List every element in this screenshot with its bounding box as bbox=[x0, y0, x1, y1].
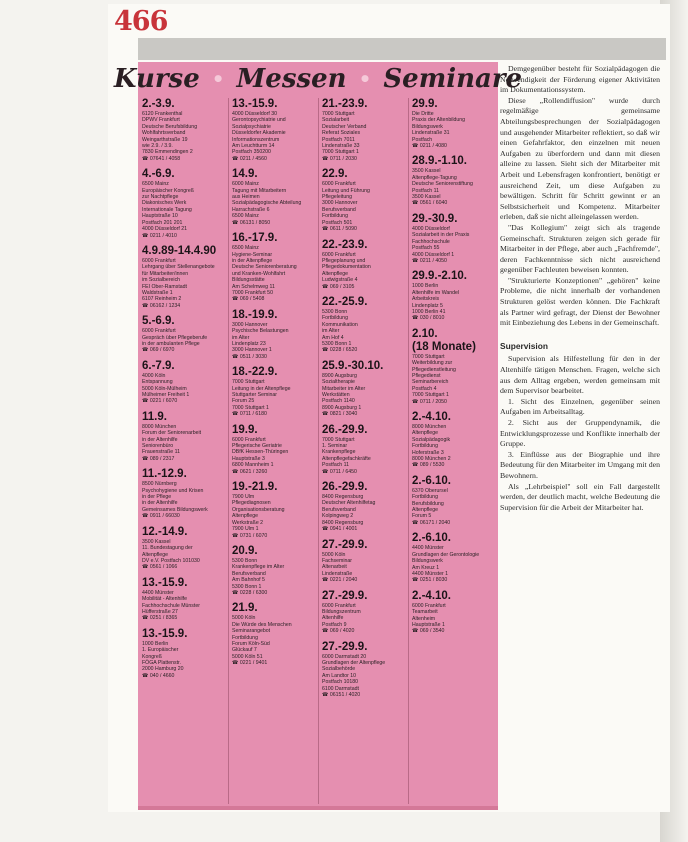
event-details: 5300 Bonn Fortbildung Kommunikation im Alter Am Hof 4 5300 Bonn 1 ☎ 0228 / 6520 bbox=[322, 308, 358, 354]
event-date: 21.9. bbox=[232, 602, 258, 615]
event-column-1 bbox=[142, 98, 224, 804]
event-entry bbox=[142, 411, 224, 462]
event-details: 8000 München Altenpflege Sozialpädagogik Fortbildung Hoferstraße 3 8000 München 2 ☎ 089 / 5530 bbox=[412, 424, 451, 469]
event-details: Die Dritte Praxis der Altenbildung Bildungswerk Lindenstraße 31 Postfach ☎ 0211 / 4080 bbox=[412, 111, 466, 150]
event-entry bbox=[322, 168, 404, 232]
event-details: 7900 Ulm Pflegediagnosen Organisationsberatung Altenpflege Werkstraße 2 7900 Ulm 1 ☎ 0731 / 6070 bbox=[232, 494, 285, 539]
event-details: 4400 Münster Mobilität - Altenhilfe Fachhochschule Münster Hüfferstraße 27 ☎ 0251 / 8365 bbox=[142, 589, 200, 622]
event-entry bbox=[232, 545, 314, 596]
event-details: 8900 Augsburg Sozialtherapie Mitarbeiter im Alter Werkstätten Postfach 1140 8900 Augsburg 1 ☎ 0821 / 3040 bbox=[322, 372, 366, 418]
event-entry bbox=[322, 641, 404, 699]
event-date: 14.9. bbox=[232, 168, 258, 181]
event-details: 3500 Kassel Altenpflege-Tagung Deutsche Seniorenstiftung Postfach 11 3500 Kassel ☎ 0561 / 6040 bbox=[412, 168, 473, 207]
article-paragraph: "Das Kollegium" zeigt sich als tragende Gemeinschaft. Strukturen zeigen sich gerade für Mitarbeiter in der Pflege, aber auch „Fachfremde", deren Fachkenntnisse sich nicht ausreichend gegenüber Fachleuten beweisen konnten. bbox=[500, 222, 660, 275]
event-date: 2.-4.10. bbox=[412, 589, 451, 602]
event-details: 6000 Frankfurt Teamarbeit Altenheim Hauptstraße 1 ☎ 069 / 3540 bbox=[412, 602, 446, 635]
event-details: 4000 Köln Entspannung 5000 Köln-Mülheim Mülheimer Freiheit 1 ☎ 0221 / 6070 bbox=[142, 372, 190, 405]
event-date: 11.9. bbox=[142, 410, 167, 423]
event-details: 6000 Frankfurt Lehrgang über Stellenangebote für Mitarbeiter/innen im Sozialbereich FEI Ober-Ramstadt Waldstraße 1 6107 Reinheim 2 ☎ 06162 / 1234 bbox=[142, 257, 215, 309]
event-entry bbox=[322, 539, 404, 584]
event-details: 4000 Düsseldorf Sozialarbeit in der Praxis Fachhochschule Postfach 55 4000 Düsseldorf 1 ☎ 0211 / 4050 bbox=[412, 225, 470, 264]
event-entry bbox=[232, 366, 314, 417]
event-entry bbox=[142, 360, 224, 405]
event-date: 13.-15.9. bbox=[232, 98, 278, 110]
event-date: 13.-15.9. bbox=[142, 627, 188, 640]
article-paragraph: 1. Sicht des Einzelnen, gegenüber seinen Aufgaben im Arbeitsalltag. bbox=[500, 396, 660, 417]
article-paragraph: Diese „Rollendiffusion" wurde durch regelmäßige gemeinsame Abteilungsbesprechungen der Sozialpädagogen und ausgehender Mitarbeiter reflektiert, so daß wir einen Gefahrfaktor, den einzelnen mit neuen Aufgaben zu überfordern und dann mit diesen alleine zu lassen. Sieht sich der Mitarbeiter mit Arbeit und Lebensfragen konfrontiert, benötigt er ausreichend Zeit, um diese Aufgaben zu bewältigen. Schritt für Schritt gewinnt er an Selbstsicherheit und Kompetenz. Mitarbeiter erleben, daß sie nicht alleingelassen werden. bbox=[500, 95, 660, 222]
event-details: 5300 Bonn Krankenpflege im Alter Berufsverband Am Bahnhof 5 5300 Bonn 1 ☎ 0228 / 6300 bbox=[232, 557, 285, 596]
event-details: 4000 Düsseldorf 30 Gerontopsychiatrie und Sozialpsychiatrie Düsseldorfer Akademie Informationszentrum Am Leuchtturm 14 Postfach 350200 ☎ 0211 / 4560 bbox=[232, 111, 286, 162]
event-entry bbox=[142, 628, 224, 679]
event-entry bbox=[232, 424, 314, 475]
event-date: 2.10. (18 Monate) bbox=[412, 327, 476, 353]
event-entry bbox=[322, 424, 404, 475]
event-date: 19.9. bbox=[232, 423, 258, 436]
event-column-2 bbox=[228, 98, 314, 804]
event-entry bbox=[232, 232, 314, 303]
banner-word-seminare: Seminare bbox=[383, 64, 523, 94]
article-paragraph: Als „Lehrbeispiel" soll ein Fall dargestellt werden, der deutlich macht, welche Bedeutung die Supervision für die Arbeit der Mitarbeiter hat. bbox=[500, 481, 660, 512]
event-details: 6500 Mainz Europäischer Kongreß zur Nachtpflege Diakonisches Werk Internationale Tagung Hauptstraße 10 Postfach 201 201 4000 Düsseldorf 21 ☎ 0211 / 4010 bbox=[142, 181, 194, 239]
event-listing-columns bbox=[142, 98, 494, 804]
event-entry bbox=[412, 590, 494, 635]
event-date: 6.-7.9. bbox=[142, 359, 175, 372]
event-details: 3000 Hannover Psychische Belastungen im Alter Lindenplatz 23 3000 Hannover 1 ☎ 0511 / 3030 bbox=[232, 321, 289, 360]
banner-separator-dot: • bbox=[211, 67, 225, 91]
article-body-1 bbox=[500, 64, 660, 329]
event-details: 1000 Berlin Altenhilfe im Wandel Arbeitskreis Lindenplatz 5 1000 Berlin 41 ☎ 030 / 8010 bbox=[412, 283, 460, 322]
event-entry bbox=[232, 309, 314, 360]
event-date: 26.-29.9. bbox=[322, 423, 368, 436]
event-date: 2.-4.10. bbox=[412, 411, 451, 423]
article-paragraph: 3. Einflüsse aus der Biographie und ihre Bedeutung für den Mitarbeiter im Umgang mit den Bewohnern. bbox=[500, 449, 660, 480]
event-date: 27.-29.9. bbox=[322, 640, 368, 653]
event-entry bbox=[142, 468, 224, 519]
event-date: 4.-6.9. bbox=[142, 168, 175, 181]
event-entry bbox=[142, 245, 224, 309]
event-date: 4.9.89-14.4.90 bbox=[142, 244, 217, 257]
event-details: 7000 Stuttgart 1. Seminar Krankenpflege Altenpflegefachkräfte Postfach 11 ☎ 0711 / 6450 bbox=[322, 436, 371, 475]
event-details: 6500 Mainz Hygiene-Seminar in der Altenpflege Deutsche Seniorenberatung und Kranken-Wohlfahrt Bildungsstätte Am Schelmweg 11 7000 Frankfurt 50 ☎ 069 / 5408 bbox=[232, 245, 297, 303]
event-date: 12.-14.9. bbox=[142, 525, 188, 538]
event-date: 18.-22.9. bbox=[232, 366, 278, 379]
article-paragraph: Supervision als Hilfestellung für den in der Altenhilfe tätigen Menschen. Fragen, welche sich aus dem Alltag ergeben, werden gemeinsam mit dem Supervisor bearbeitet. bbox=[500, 354, 660, 396]
event-entry bbox=[322, 481, 404, 532]
event-entry bbox=[412, 475, 494, 526]
event-entry bbox=[412, 328, 494, 405]
event-entry bbox=[412, 411, 494, 469]
event-date: 18.-19.9. bbox=[232, 308, 278, 321]
event-details: 8400 Regensburg Deutscher Altenhilfetag Berufsverband Kolpingweg 2 8400 Regensburg ☎ 0941 / 4001 bbox=[322, 494, 376, 533]
event-column-4 bbox=[408, 98, 494, 804]
event-entry bbox=[322, 296, 404, 354]
section-banner bbox=[113, 62, 523, 96]
event-date: 22.9. bbox=[322, 168, 348, 181]
event-date: 22.-23.9. bbox=[322, 238, 368, 251]
event-details: 1000 Berlin 1. Europäischer Kongreß FÖGA Plattenstr. 2000 Hamburg 20 ☎ 040 / 4660 bbox=[142, 640, 184, 679]
event-details: 6000 Mainz Tagung mit Mitarbeitern aus Heimen Sozialpädagogische Abteilung Harrachstraße 6 6500 Mainz ☎ 06131 / 8050 bbox=[232, 181, 302, 226]
article-paragraph: 2. Sicht aus der Gruppendynamik, die Entwicklungsprozesse und Konflikte innerhalb der Gruppe. bbox=[500, 418, 660, 449]
event-details: 7000 Stuttgart Leitung in der Altenpflege Stuttgarter Seminar Forum 25 7000 Stuttgart 1 ☎ 0711 / 6180 bbox=[232, 379, 291, 418]
event-entry bbox=[142, 526, 224, 571]
event-entry bbox=[232, 98, 314, 162]
event-entry bbox=[412, 213, 494, 264]
event-entry bbox=[412, 270, 494, 321]
event-date: 29.9. bbox=[412, 98, 438, 110]
banner-word-messen: Messen bbox=[236, 64, 347, 94]
event-entry bbox=[232, 168, 314, 226]
event-entry bbox=[232, 481, 314, 539]
event-entry bbox=[232, 602, 314, 666]
event-details: 3500 Kassel 11. Bundestagung der Altenpflege DV e.V. Postfach 101030 ☎ 0561 / 1066 bbox=[142, 538, 200, 571]
event-date: 27.-29.9. bbox=[322, 589, 368, 602]
event-date: 21.-23.9. bbox=[322, 98, 368, 110]
event-details: 6370 Oberursel Fortbildung Berufsbildung Altenpflege Forum 5 ☎ 06171 / 2040 bbox=[412, 487, 451, 526]
event-date: 11.-12.9. bbox=[142, 468, 187, 481]
article-body-2 bbox=[500, 354, 660, 513]
panel-bottom-rule bbox=[138, 806, 498, 810]
banner-word-kurse: Kurse bbox=[113, 64, 200, 94]
event-entry bbox=[142, 98, 224, 162]
event-entry bbox=[322, 98, 404, 162]
event-details: 5000 Köln Fachseminar Altenarbeit Lindenstraße ☎ 0221 / 2040 bbox=[322, 551, 358, 584]
event-details: 7000 Stuttgart Weiterbildung zur Pflegedienstleitung Pflegedienst Seminarbereich Postfach 4 7000 Stuttgart 1 ☎ 0711 / 2050 bbox=[412, 353, 456, 405]
header-bar bbox=[138, 38, 666, 60]
article-subheading: Supervision bbox=[500, 340, 548, 351]
event-entry bbox=[412, 155, 494, 206]
event-entry bbox=[322, 239, 404, 290]
event-date: 22.-25.9. bbox=[322, 295, 368, 308]
event-details: 6000 Frankfurt Pflegerische Geriatrie DBfK Hessen-Thüringen Hauptstraße 3 6800 Mannheim 1 ☎ 0621 / 3260 bbox=[232, 436, 289, 475]
event-date: 26.-29.9. bbox=[322, 481, 368, 494]
article-paragraph: "Strukturierte Konzeptionen" „gehören" keine Probleme, die nicht innerhalb der vorhandenen Strukturen gelöst werden können. Die Fachkraft als Partner wird gefragt, der Dienst der Bewohner mit Einbeziehung des Lebens in der Gemeinschaft. bbox=[500, 275, 660, 328]
event-date: 2.-6.10. bbox=[412, 474, 451, 487]
event-entry bbox=[142, 577, 224, 622]
article-text-column bbox=[500, 64, 660, 804]
event-date: 5.-6.9. bbox=[142, 315, 175, 328]
event-details: 6120 Frankenthal DPWV Frankfurt Deutsche Berufsbildung Wohlfahrtsverband Weingarthstraße 19 wie 2.9. / 3.9. 7830 Emmendingen 2 ☎ 07641 / 4058 bbox=[142, 111, 198, 162]
event-details: 8500 Nürnberg Psychohygiene und Krisen in der Pflege in der Altenhilfe Gemeinsames Bildungswerk ☎ 0911 / 66030 bbox=[142, 481, 208, 520]
event-entry bbox=[142, 168, 224, 239]
event-details: 6000 Frankfurt Leitung und Führung Pflegeleitung 3000 Hannover Berufsverband Fortbildung Postfach 501 ☎ 0611 / 5090 bbox=[322, 181, 370, 233]
event-details: 6000 Darmstadt 20 Grundlagen der Altenpflege Sozialbehörde Am Landtor 10 Postfach 10180 6100 Darmstadt ☎ 06151 / 4020 bbox=[322, 653, 386, 698]
event-details: 6000 Frankfurt Gespräch über Pflegeberufe in der ambulanten Pflege ☎ 069 / 6970 bbox=[142, 328, 208, 354]
event-date: 27.-29.9. bbox=[322, 538, 368, 551]
event-details: 7000 Stuttgart Sozialarbeit Deutscher Verband Referat Soziales Postfach 7011 Lindenstraße 33 7000 Stuttgart 1 ☎ 0711 / 2030 bbox=[322, 111, 367, 162]
event-details: 4400 Münster Grundlagen der Gerontologie Bildungswerk Am Kreuz 1 4400 Münster 1 ☎ 0251 / 8030 bbox=[412, 545, 480, 584]
event-details: 6000 Frankfurt Pflegeplanung und Pflegedokumentation Altenpflege Ludwigstraße 4 ☎ 069 / 3105 bbox=[322, 251, 371, 290]
event-date: 29.9.-2.10. bbox=[412, 270, 467, 283]
article-paragraph: Demgegenüber besteht für Sozialpädagogen die Notwendigkeit der Förderung eigener Aktivitäten im Dokumentationssystem. bbox=[500, 64, 660, 95]
event-date: 20.9. bbox=[232, 544, 258, 557]
event-column-3 bbox=[318, 98, 404, 804]
event-details: 6000 Frankfurt Bildungszentrum Altenhilfe Postfach 9 ☎ 069 / 4020 bbox=[322, 602, 361, 635]
event-date: 16.-17.9. bbox=[232, 232, 278, 245]
event-date: 19.-21.9. bbox=[232, 481, 278, 494]
event-date: 2.-3.9. bbox=[142, 98, 175, 110]
event-date: 25.9.-30.10. bbox=[322, 359, 384, 372]
event-date: 13.-15.9. bbox=[142, 576, 188, 589]
event-entry bbox=[322, 590, 404, 635]
event-entry bbox=[322, 360, 404, 418]
event-entry bbox=[412, 532, 494, 583]
page-number: 466 bbox=[114, 6, 168, 37]
event-date: 29.-30.9. bbox=[412, 212, 458, 225]
event-details: 8000 München Forum der Seniorenarbeit in der Altenhilfe Seniorenbüro Frauenstraße 11 ☎ 089 / 2317 bbox=[142, 423, 202, 462]
banner-separator-dot: • bbox=[358, 67, 372, 91]
event-date: 2.-6.10. bbox=[412, 532, 451, 545]
event-entry bbox=[412, 98, 494, 149]
event-entry bbox=[142, 315, 224, 354]
event-date: 28.9.-1.10. bbox=[412, 155, 467, 168]
event-details: 5000 Köln Die Würde des Menschen Seminarangebot Fortbildung Forum Köln-Süd Glückauf 7 5000 Köln 51 ☎ 0221 / 9401 bbox=[232, 615, 292, 667]
